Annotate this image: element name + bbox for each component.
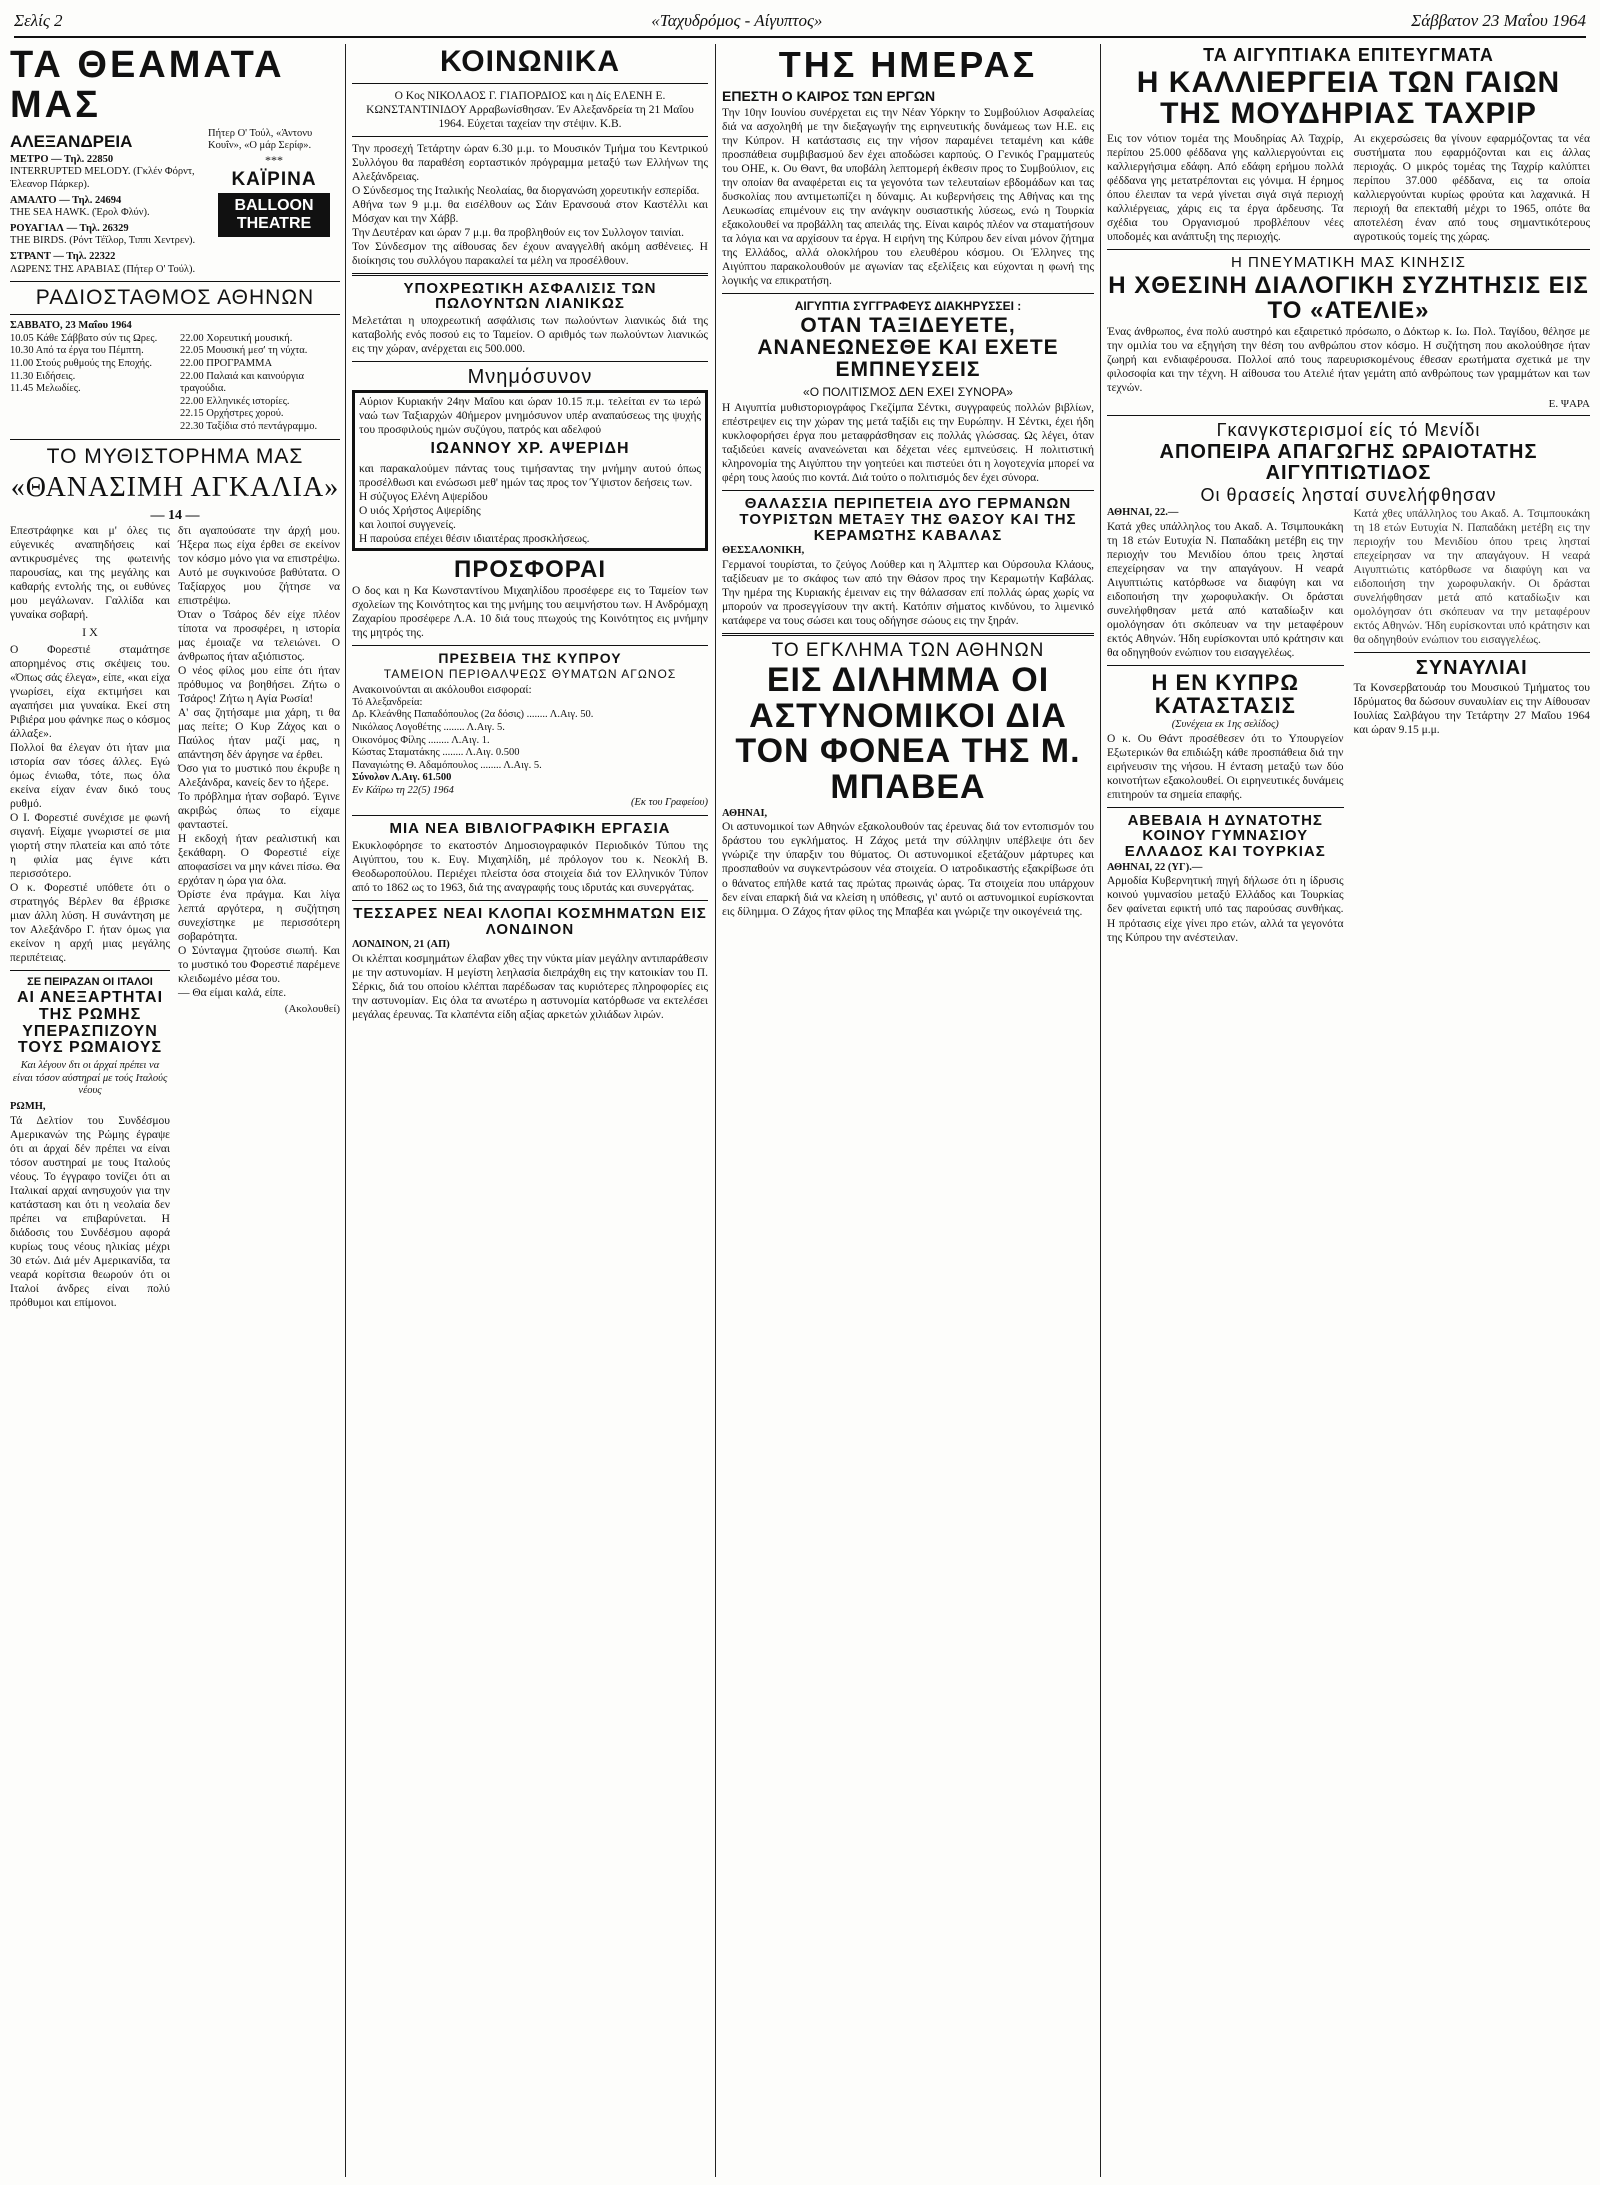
gang-text: Κατά χθες υπάλληλος του Ακαδ. Α. Τσιμπουκάκη τη 18 ετών Ευτυχία Ν. Παπαδάκη μετέβη εις την περιοχήν του Μενιδίου όπου τρεις λησταί επεχείρησαν να την απαγάγουν. Η νεαρά Αιγυπτιώτις κατόρθωσε να διαφύγη και να ειδοποιήση την χωροφυλακήν. Οι δράσται συνελήφθησαν μετά από καταδίωξιν και ομολόγησαν ότι σκόπευαν να την μεταφέρουν εκτός Αθηνών. Ήδη ευρίσκονται υπό κράτησιν και θα οδηγηθούν ενώπιον του εισαγγελέως. (1107, 520, 1344, 659)
day-column (722, 44, 1094, 2177)
school-text: Αρμοδία Κυβερνητική πηγή δήλωσε ότι η ίδρυσις κοινού γυμνασίου μεταξύ Ελλάδος και Τουρκίας δεν φαίνεται εφικτή υπό τας παρούσας συνθήκας. Η πρότασις είχε γίνει προ ετών, αλλά τα γεγονότα της Κύπρου την ανέστειλαν. (1107, 875, 1344, 944)
writer-headline: ΟΤΑΝ ΤΑΞΙΔΕΥΕΤΕ, ΑΝΑΝΕΩΝΕΣΘΕ ΚΑΙ ΕΧΕΤΕ ΕΜΠΝΕΥΣΕΙΣ (757, 314, 1059, 382)
novel-text: Επεστράφηκε και μ' όλες τις εύγενικές αναπηδήσεις καί αντικρυσμένες της φωτεινής παρουσίας, και της μεγάλης και καθαρής εντολής της, οι ευθύνες μου μεγάλωναν. Γαλλίδα και γυναίκα σοβαρή. (10, 524, 170, 621)
crime-text: Οι αστυνομικοί των Αθηνών εξακολουθούν τας έρευνας διά τον εντοπισμόν του δράστου του εγκλήματος. Η Ζάχος μετά την σύλληψιν υπέβλεψε ότι δεν γνώριζε την ύπαρξιν του θύματος. Οι αστυνομικοί εξετάζουν μάρτυρες και προσπαθούν να συγκεντρώσουν νέα στοιχεία. Ο ιατροδικαστής εξακρίβωσε ότι ο θάνατος επήλθε κατά τας πρώτας πρωινάς ώρας. Τα στοιχεία που υπάρχουν δεν είναι επαρκή διά να κλείση η υπόθεσις, γι' αυτό οι αστυνομικοί ευρίσκονται εις δίλημμα. Ο Ζάχος ήταν φίλος της Μπαβέα και γνώριζε την οικογένειά της. (722, 821, 1094, 918)
spirit-signature: Ε. ΨΑΡΑ (1548, 398, 1590, 411)
egypt-kicker: ΤΑ ΑΙΓΥΠΤΙΑΚΑ ΕΠΙΤΕΥΓΜΑΤΑ (1203, 45, 1494, 65)
cinema-film: ΛΩΡΕΝΣ ΤΗΣ ΑΡΑΒΙΑΣ (Πήτερ Ο' Τούλ). (10, 263, 196, 275)
gang-kicker: Γκανγκστερισμοί είς τό Μενίδι (1216, 420, 1481, 441)
egypt-text: Εις τον νότιον τομέα της Μουδηρίας Αλ Ταχρίρ, περίπου 25.000 φέδδανα γης καλλιεργούνται εις καλλιεργήσιμα εδάφη. Από εδάφη ερήμου πολλά φέδδανα γης μετατρέπονται εις γόνιμα. Η έρημος όπου έλειπαν τα νερά γίνεται σιγά σιγά περιοχή καλλιέργειας, χάρις εις τα έργα άρδευσης. Τα σχέδια του Οργανισμού προβλέπουν νέες υποδομές και ανάπτυξη της περιοχής. (1107, 132, 1344, 243)
writer-text: Η Αιγυπτία μυθιστοριογράφος Γκεζίμπα Σέντκι, συγγραφεύς πολλών βιβλίων, επέστρεψεν εις την χώραν της μετά ταξίδι εις την Ευρώπην. Η Σέντκι, έχει ήδη κυκλοφορήσει έργα που μεταφράσθησαν εις πολλάς γλώσσας. Ως λέγει, όταν ταξιδεύει κανείς ανανεώνεται και δέχεται νέες εμπνεύσεις. Η πολιτιστική κληρονομία της Αιγύπτου την γοητεύει και πιστεύει ότι η λογοτεχνία μπορεί να φέρη τους λαούς πιο κοντά. Διά τούτο ο πολιτισμός δεν έχει σύνορα. (722, 402, 1094, 485)
city-heading: ΑΛΕΞΑΝΔΡΕΙΑ (10, 131, 133, 151)
cinema-name: ΣΤΡΑΝΤ — Τηλ. 22322 (10, 250, 116, 262)
egypt-headline: Η ΚΑΛΛΙΕΡΓΕΙΑ ΤΩΝ ΓΑΙΩΝ ΤΗΣ ΜΟΥΔΗΡΙΑΣ ΤΑΧΡΙΡ (1136, 65, 1561, 131)
bibliography-text: Εκυκλοφόρησε το εκατοστόν Δημοσιογραφικόν Περιοδικόν Τύπου της Αιγύπτου, του κ. Ευγ. Μιχαηλίδη, μέ πρόλογον του κ. Νεοκλή Β. Θεοδωροπούλου. Περιέχει πλείστα όσα στοιχεία διά τον Ελληνικόν Τύπον από το 1862 ως το 1963, διά της αναγραφής τους ιδρυτάς και συνεργάτας. (352, 839, 708, 894)
social-text: Την προσεχή Τετάρτην ώραν 6.30 μ.μ. το Μουσικόν Τμήμα του Κεντρικού Συλλόγου θα παραθέση εορταστικόν πρόγραμμα μεταξύ των Ελλήνων της Αλεξάνδρειας. Ο Σύνδεσμος της Ιταλικής Νεολαίας, θα διοργανώση χορευτικήν εσπερίδα. Αθήνα των 9 μ.μ. θα εισέλθουν ως Σάιν Ερανσουά στον Καστέλλι και Μόσχαν και την Χάββ. Την Δευτέραν και ώραν 7 μ.μ. θα προβληθούν εις τον Συλλογον ταινίαι. Τον Σύνδεσμον της αίθουσας δεν έχουν αναγγελθή ακόμη ασθένειες. Η διοίκησις του συλλόγου παρακαλεί τα μέλη να προσέλθουν. (352, 142, 708, 267)
embassy-signature: (Εκ του Γραφείου) (631, 797, 708, 809)
issue-date: Σάββατον 23 Μαΐου 1964 (1411, 11, 1586, 30)
gang-dateline: ΑΘΗΝΑΙ, 22.— (1107, 507, 1179, 518)
novel-text: Ο Φορεστιέ σταμάτησε απορημένος στις σκέψεις του. «Όπως σάς έλεγα», είπε, «και είχα γνωρίσει, είχα εκτιμήσει και αγαπήσει μια γυναίκα. Εκεί στη Ριβιέρα μου φάνηκε πως ο κόσμος άλλαξε». Πολλοί θα έλεγαν ότι ήταν μια ιστορία σαν τόσες άλλες. Εγώ όμως ένιωθα, τότε, πως όλα εκείνα είχαν έναν δικό τους ρυθμό. Ο Ι. Φορεστιέ συνέχισε με φωνή σιγανή. Είχαμε γνωριστεί σε μια γιορτή στην πλατεία και από τότε η φιλία μας έγινε κάτι περισσότερο. Ο κ. Φορεστιέ υπόθετε ότι ο στρατηγός Βέρλεν θα έβρισκε μιαν άλλη λύση. Η συνάντηση με τον Αλεξάνδρο Γ. ήταν όμως για εκείνον η αρχή μιας μεγάλης περιπέτειας. (10, 643, 170, 965)
column-rule (715, 44, 716, 2177)
radio-slot: 22.00 Παλαιά και καινούργια τραγούδια. (180, 370, 304, 395)
radio-slot: 10.05 Κάθε Σάββατο σύν τις Ωρες. (10, 332, 158, 344)
tourists-headline: ΘΑΛΑΣΣΙΑ ΠΕΡΙΠΕΤΕΙΑ ΔΥΟ ΓΕΡΜΑΝΩΝ ΤΟΥΡΙΣΤΩΝ ΜΕΤΑΞΥ ΤΗΣ ΘΑΣΟΥ ΚΑΙ ΤΗΣ ΚΕΡΑΜΩΤΗΣ ΚΑΒΑΛΑΣ (739, 495, 1077, 544)
writer-subtitle: «Ο ΠΟΛΙΤΙΣΜΟΣ ΔΕΝ ΕΧΕΙ ΣΥΝΟΡΑ» (803, 385, 1013, 400)
tourists-dateline: ΘΕΣΣΑΛΟΝΙΚΗ, (722, 545, 805, 557)
italy-subtitle: Και λέγουν δτι οι άρχαί πρέπει να είναι τόσον αύστηραί με τούς Ιταλούς νέους (12, 1060, 168, 1097)
day-text: Την 10ην Ιουνίου συνέρχεται εις την Νέαν Υόρκην το Συμβούλιον Ασφαλείας διά να ασχοληθή με την διεξαγωγήν της ειρηνευτικής δυνάμεως των Η.Ε. εις την Κύπρον. Η κατάστασις εις την νήσον παραμένει τεταμένη και κάθε προσπάθεια συμβιβασμού δεν έχει αποδώσει καρπούς. Ο Γενικός Γραμματεύς του ΟΗΕ, κ. Ου Θαντ, θα υποβάλη λεπτομερή έκθεσιν προς το Συμβούλιον, εις την οποίαν θα αναφέρεται εις τα γεγονότα των τελευταίων εβδομάδων και τας δυσκολίας που αντιμετωπίζει η δύναμις. Αι κυβερνήσεις της Αθήνας και της Λευκωσίας επιμένουν εις την ανάγκην ουσιαστικής λύσεως, ενώ η Τουρκία εξακολουθεί να προβάλλη τας απειλάς της. Είναι καιρός πλέον να σταματήσουν τα λόγια και να αρχίσουν τα έργα. Η ειρήνη της Κύπρου δεν είναι μόνον ζήτημα της Ελλάδος, αλλά ολοκλήρου του ελευθέρου κόσμου. Οι Έλληνες της Αιγύπτου παρακολουθούν με αγωνίαν τας εξελίξεις και εύχονται η φωνή της λογικής να επικρατήση. (722, 106, 1094, 287)
donation-line: Παναγιώτης Θ. Αδαμόπουλος ........ Λ.Αιγ. 5. (352, 759, 542, 771)
memorial-text: και παρακαλούμεν πάντας τους τιμήσαντας την μνήμην αυτού όπως προσέλθωσι και ενώσωσι μεθ' ημών τας προς τον Ύψιστον δεήσεις των. Η σύζυγος Ελένη Αψερίδου Ο υιός Χρήστος Αψερίδης και λοιποί συγγενείς. Η παρούσα επέχει θέσιν ιδιαιτέρας προσκλήσεως. (359, 463, 701, 546)
concerts-headline: ΣΥΝΑΥΛΙΑΙ (1415, 657, 1528, 680)
cairo-note: Πήτερ Ο' Τούλ, «Άντονυ Κουΐν», «Ο μάρ Σερίφ». (208, 127, 313, 152)
day-headline: ΕΠΕΣΤΗ Ο ΚΑΙΡΟΣ ΤΩΝ ΕΡΓΩΝ (722, 87, 936, 104)
memorial-title: Μνημόσυνον (467, 366, 593, 389)
gang-text: Κατά χθες υπάλληλος του Ακαδ. Α. Τσιμπουκάκη τη 18 ετών Ευτυχία Ν. Παπαδάκη μετέβη εις την περιοχήν του Μενιδίου όπου τρεις λησταί επεχείρησαν να την απαγάγουν. Η νεαρά Αιγυπτιώτις κατόρθωσε να διαφύγη και να ειδοποιήση την χωροφυλακήν. Οι δράσται συνελήφθησαν μετά από καταδίωξιν και ομολόγησαν ότι σκόπευαν να την μεταφέρουν εκτός Αθηνών. Ήδη ευρίσκονται υπό κράτησιν και θα οδηγηθούν ενώπιον του εισαγγελέως. (1353, 508, 1590, 647)
novel-chapter: — 14 — (150, 507, 200, 523)
spirit-headline: Η ΧΘΕΣΙΝΗ ΔΙΑΛΟΓΙΚΗ ΣΥΖΗΤΗΣΙΣ ΕΙΣ ΤΟ «ΑΤΕΛΙΕ» (1108, 271, 1589, 324)
writer-kicker: ΑΙΓΥΠΤΙΑ ΣΥΓΓΡΑΦΕΥΣ ΔΙΑΚΗΡΥΣΣΕΙ : (794, 299, 1022, 313)
cinema-name: ΜΕΤΡΟ — Τηλ. 22850 (10, 153, 114, 165)
radio-slot: 22.00 ΠΡΟΓΡΑΜΜΑ (180, 357, 273, 369)
radio-program (10, 333, 340, 434)
donation-line: Νικόλαος Λογοθέτης ........ Λ.Αιγ. 5. (352, 721, 505, 733)
egypt-text: Αι εκχερσώσεις θα γίνουν εφαρμόζοντας τα νέα συστήματα που εφαρμόζονται και εις άλλας περιοχάς. Ο μικρός τομέας της Ταχρίρ καλύπτει περίπου 37.000 φέδδανα, εις τα οποία καλλιεργούνται κυρίως φρούτα και λαχανικά. Η περιοχή θα επεκταθή μέχρι το 1965, οπότε θα αποτελέση έναν από τους σημαντικότερους αγροτικούς τομείς της χώρας. (1353, 132, 1590, 243)
embassy-date: Εν Κάϊρω τη 22(5) 1964 (352, 784, 454, 796)
memorial-text: Αύριον Κυριακήν 24ην Μαΐου και ώραν 10.15 π.μ. τελείται εν τω ιερώ ναώ των Ταξιαρχών 40ήμερον μνημόσυνον υπέρ αναπαύσεως της ψυχής του προσφιλούς ημών συζύγου, πατρός και αδελφού (359, 396, 701, 437)
embassy-text: Ανακοινούνται αι ακόλουθοι εισφοραί: (352, 683, 532, 696)
gang-headline: ΑΠΟΠΕΙΡΑ ΑΠΑΓΩΓΗΣ ΩΡΑΙΟΤΑΤΗΣ ΑΙΓΥΠΤΙΩΤΙΔΟΣ (1159, 441, 1538, 485)
italy-kicker: ΣΕ ΠΕΙΡΑΖΑΝ ΟΙ ΙΤΑΛΟΙ (27, 976, 153, 989)
cinema-name: ΑΜΑΛΤΟ — Τηλ. 24694 (10, 194, 122, 206)
radio-slot: 10.30 Από τα έργα του Πέμπτη. (10, 345, 144, 357)
bibliography-headline: ΜΙΑ ΝΕΑ ΒΙΒΛΙΟΓΡΑΦΙΚΗ ΕΡΓΑΣΙΑ (389, 820, 671, 838)
cinema-listings (10, 128, 200, 276)
radio-slot: 22.15 Ορχήστρες χορού. (180, 408, 284, 420)
cyprus-headline: Η ΕΝ ΚΥΠΡΩ ΚΑΤΑΣΤΑΣΙΣ (1151, 669, 1299, 718)
cyprus-text: Ο κ. Ου Θάντ προσέθεσεν ότι το Υπουργείον Εξωτερικών θα επιδιώξη κάθε προσπάθεια διά την ειρήνευσιν της νήσου. Η ένταση μεταξύ των δύο κοινοτήτων εξακολουθεί. Οι ειρηνευτικές δυνάμεις επιτηρούν τα σημεία επαφής. (1107, 732, 1344, 801)
school-headline: ΑΒΕΒΑΙΑ Η ΔΥΝΑΤΟΤΗΣ ΚΟΙΝΟΥ ΓΥΜΝΑΣΙΟΥ ΕΛΛΑΔΟΣ ΚΑΙ ΤΟΥΡΚΙΑΣ (1124, 811, 1326, 861)
memorial-name: ΙΩΑΝΝΟΥ ΧΡ. ΑΨΕΡΙΔΗ (430, 440, 630, 458)
novel-continues-note: (Ακολουθεί) (284, 1003, 340, 1016)
column-rule (345, 44, 346, 2177)
school-dateline: ΑΘΗΝΑΙ, 22 (ΥΓ).— (1107, 861, 1203, 873)
page-masthead (14, 6, 1586, 38)
donation-line: Οικονόμος Φίλης ........ Λ.Αιγ. 1. (352, 734, 490, 746)
cairo-heading: ΚΑΪΡΙΝΑ (231, 168, 317, 190)
page-number: Σελίς 2 (14, 11, 63, 30)
memorial-notice (352, 390, 708, 551)
italy-dateline: ΡΩΜΗ, (10, 1101, 46, 1112)
newspaper-name: «Ταχυδρόμος - Αίγυπτος» (651, 11, 823, 30)
insurance-headline: ΥΠΟΧΡΕΩΤΙΚΗ ΑΣΦΑΛΙΣΙΣ ΤΩΝ ΠΩΛΟΥΝΤΩΝ ΛΙΑΝΙΚΩΣ (403, 279, 657, 313)
offers-text: Ο δος και η Κα Κωνσταντίνου Μιχαηλίδου προσέφερε εις το Ταμείον των σχολείων της Κοινότητος και της μνήμης του αειμνήστου των. Η Ανδρόμαχη Ζαχαρίου προσέφερε Λ.Α. 10 διά τους πτωχούς της Κοινότητος εις μνήμην της μητρός της. (352, 585, 708, 640)
cyprus-subtitle: (Συνέχεια εκ 1ης σελίδος) (1171, 718, 1279, 730)
donation-line: Δρ. Κλεάνθης Παπαδόπουλος (2α δόσις) ........ Λ.Αιγ. 50. (352, 709, 594, 721)
cinema-name: ΡΟΥΑΓΙΑΛ — Τηλ. 26329 (10, 222, 129, 234)
novel-section: I X (82, 624, 98, 639)
social-title: ΚΟΙΝΩΝΙΚΑ (439, 45, 620, 78)
tourists-text: Γερμανοί τουρίσται, το ζεύγος Λούθερ και η Άλμπτερ και Ούρσουλα Κλάους, ταξίδευαν με το σκάφος των από την Θάσον προς την Κεραμωτήν Καβάλας. Την ημέρα της Κυριακής έμειναν εις την θάλασσαν επί πολλάς ώρας χωρίς να μπορούν να προσεγγίσουν την ακτή. Κατόπιν σήματος κινδύνου, το λιμενικό κατάφερε να τους σώσει και τους οδήγησε σώους εις την ξηράν. (722, 559, 1094, 628)
spectacles-title: ΤΑ ΘΕΑΜΑΤΑ ΜΑΣ (10, 44, 285, 126)
crime-title: ΤΟ ΕΓΚΛΗΜΑ ΤΩΝ ΑΘΗΝΩΝ (771, 640, 1045, 662)
radio-slot: 22.05 Μουσική μεσ' τη νύχτα. (180, 345, 308, 357)
novel-header: ΤΟ ΜΥΘΙΣΤΟΡΗΜΑ ΜΑΣ (46, 444, 304, 468)
radio-date: ΣΑΒΒΑΤΟ, 23 Μαΐου 1964 (10, 320, 132, 332)
spirit-text: Ένας άνθρωπος, ένα πολύ αυστηρό και εξαιρετικό πρόσωπο, ο Δόκτωρ κ. Ιω. Πολ. Ταγίδου, θέλησε με την ομιλία του να εξηγήση την θέση του ανθρώπου στον κόσμο. Η συζήτηση που ακολούθησε ήταν ζωηρή και ενδιαφέρουσα. Πολλοί από τους παρευρισκομένους έθεσαν ερωτήματα σχετικά με την φιλοσοφία και την τέχνη. Η αίθουσα του Ατελιέ ήταν γεμάτη από ανθρώπους των γραμμάτων και των τεχνών. (1107, 326, 1590, 395)
embassy-subtitle: ΤΑΜΕΙΟΝ ΠΕΡΙΘΑΛΨΕΩΣ ΘΥΜΑΤΩΝ ΑΓΩΝΟΣ (383, 667, 677, 682)
italy-text: Τά Δελτίον του Συνδέσμου Αμερικανών της Ρώμης έγραψε ότι αι άρχαί δέν πρέπει να είναι τόσον αυστηραί με τους Ιταλούς νέους. Το έγγραφο τονίζει ότι αι Ιταλικαί αρχαί ανησυχούν για την κατάσταση και ότι η νεολαία δεν πρέπει να επιβαρύνεται. Η διάδοσις του Συνδέσμου αφορά κυρίως τους νέους ηλικίας μέχρι 30 ετών. Διά μέν Αμερικανίδα, τα νεαρά κορίτσια θεωρούν ότι οι Ιταλοί άνδρες είναι πολύ πρόθυμοι και επίμονοι. (10, 1114, 170, 1309)
italy-headline: ΑΙ ΑΝΕΞΑΡΤΗΤΑΙ ΤΗΣ ΡΩΜΗΣ ΥΠΕΡΑΣΠΙΖΟΥΝ ΤΟΥΣ ΡΩΜΑΙΟΥΣ (16, 989, 164, 1057)
cinema-film: INTERRUPTED MELODY. (Γκλέν Φόρντ, Έλεανορ Πάρκερ). (10, 166, 195, 190)
crime-dateline: ΑΘΗΝΑΙ, (722, 807, 768, 819)
novel-continuation: δτι αγαπούσατε την άρχή μου. Ήξερα πως είχα έρθει σε εκείνον τον κόσμο μόνο για να επιστρέψω. Αυτό με συγκινούσε βαθύτατα. Ο Ταξίαρχος μου ζήτησε να επιστρέψω. Όταν ο Τσάρος δέν είχε πλέον τίποτα να προσφέρει, η ιστορία μας έμοιαζε να τελειώνει. Ο άνθρωπος ήταν αξιόπιστος. Ο νέος φίλος μου είπε ότι ήταν πρόθυμος να βοηθήσει. Ζήτω ο Τσάρος! Ζήτω η Αγία Ρωσία! Α' σας ζητήσαμε μια χάρη, τι θα μας πείτε; Ο Κυρ Ζάχος και ο Παύλος ήταν μαζί μας, η απάντηση δέν άργησε να έρθει. Όσο για το μυστικό που έκρυβε η Αλεξάνδρα, κανείς δεν το ήξερε. Το πρόβλημα ήταν σοβαρό. Έγινε ακριβώς όπως το είχαμε φανταστεί. Η εκδοχή ήταν ρεαλιστική και ξεκάθαρη. Ο Φορεστιέ είχε αποφασίσει να μην κάνει πίσω. Θα ερχόταν η ώρα για όλα. Όρίστε ένα πράγμα. Και λίγα λεπτά αργότερα, η συζήτηση συνεχίστηκε με περισσότερη σοβαρότητα. Ο Σύνταγμα ζητούσε σιωπή. Και το μυστικό του Φορεστιέ παρέμενε κλειδωμένο μέσα του. — Θα είμαι καλά, είπε. (178, 524, 340, 1000)
radio-slot: 22.00 Ελληνικές ιστορίες. (180, 395, 290, 407)
embassy-title: ΠΡΕΣΒΕΙΑ ΤΗΣ ΚΥΠΡΟΥ (438, 650, 622, 667)
column-rule (1100, 44, 1101, 2177)
theft-dateline: ΛΟΝΔΙΝΟΝ, 21 (ΑΠ) (352, 939, 450, 951)
spirit-kicker: Η ΠΝΕΥΜΑΤΙΚΗ ΜΑΣ ΚΙΝΗΣΙΣ (1231, 254, 1466, 272)
cairo-listings: Πήτερ Ο' Τούλ, «Άντονυ Κουΐν», «Ο μάρ Σερίφ». *** ΚΑΪΡΙΝΑ BALLOON THEATRE (208, 128, 340, 276)
social-column (352, 44, 708, 2177)
offers-title: ΠΡΟΣΦΟΡΑΙ (453, 556, 606, 584)
radio-slot: 11.00 Στούς ρυθμούς της Εποχής. (10, 357, 152, 369)
balloon-theatre-logo: BALLOON THEATRE (218, 193, 330, 237)
gang-subtitle: Οι θρασείς λησταί συνελήφθησαν (1200, 485, 1497, 506)
left-column (10, 44, 340, 2177)
insurance-text: Μελετάται η υποχρεωτική ασφάλισις των πωλούντων λιανικώς διά της καταβολής ενός ποσού εις το Ταμείον. Ο αριθμός των πωλούντων λιανικώς εις την χώραν, ανέρχεται εις 500.000. (352, 315, 708, 356)
cinema-film: THE SEA HAWK. (Έρολ Φλύν). (10, 207, 150, 219)
donation-total: Σύνολον Λ.Αιγ. 61.500 (352, 772, 452, 784)
egypt-column (1107, 44, 1590, 2177)
novel-title: «ΘΑΝΑΣΙΜΗ ΑΓΚΑΛΙΑ» (10, 471, 340, 503)
radio-slot: 11.30 Ειδήσεις. (10, 370, 76, 382)
concerts-text: Τα Κονσερβατουάρ του Μουσικού Τμήματος του Ιδρύματος θα δώσουν συναυλίαν εις την Αίθουσαν Ιουλίας Σαλβάγου την Τετάρτην 27 Μαΐου 1964 και ώραν 9.15 μ.μ. (1353, 682, 1590, 737)
donation-line: Κώστας Σταματάκης ........ Λ.Αιγ. 0.500 (352, 747, 520, 759)
theft-text: Οι κλέπται κοσμημάτων έλαβαν χθες την νύκτα μίαν μεγάλην αντιπαράθεσιν με την αστυνομίαν. Η μεγίστη λεηλασία διεπράχθη εις την κατοικίαν του Π. Σέρκις, διά του οποίου κλέπται παρέδωσαν τας κυριότερες πληροφορίες εις την αστυνομίαν. Εις όλα τα ανωτέρω η αστυνομία κατόρθωσε να εκτελέσει μεγάλας έρευνας. Τα κλαπέντα είδη αξίας αρκετών χιλιάδων λιρών. (352, 952, 708, 1022)
cinema-film: THE BIRDS. (Ρόντ Τέϊλορ, Τιππι Χεντρεν). (10, 235, 196, 247)
crime-headline: ΕΙΣ ΔΙΛΗΜΜΑ ΟΙ ΑΣΤΥΝΟΜΙΚΟΙ ΔΙΑ ΤΟΝ ΦΟΝΕΑ ΤΗΣ Μ. ΜΠΑΒΕΑ (735, 661, 1081, 807)
donation-line: Τό Αλεξανδρεία: (352, 696, 423, 708)
day-title: ΤΗΣ ΗΜΕΡΑΣ (778, 44, 1038, 85)
theft-headline: ΤΕΣΣΑΡΕΣ ΝΕΑΙ ΚΛΟΠΑΙ ΚΟΣΜΗΜΑΤΩΝ ΕΙΣ ΛΟΝΔΙΝΟΝ (353, 904, 707, 938)
radio-title: ΡΑΔΙΟΣΤΑΘΜΟΣ ΑΘΗΝΩΝ (35, 286, 315, 310)
radio-slot: 11.45 Μελωδίες. (10, 383, 81, 395)
radio-slot: 22.30 Ταξίδια στό πεντάγραμμο. (180, 420, 318, 432)
engagement-notice: Ο Κος ΝΙΚΟΛΑΟΣ Γ. ΓΙΑΠΟΡΔΙΟΣ και η Δίς ΕΛΕΝΗ Ε. ΚΩΝΣΤΑΝΤΙΝΙΔΟΥ Αρραβωνίσθησαν. Έν Αλεξανδρεία τη 21 Μαΐου 1964. Εύχεται ταχείαν την στέψιν. Κ.Β. (366, 89, 694, 130)
radio-slot: 22.00 Χορευτική μουσική. (180, 332, 293, 344)
